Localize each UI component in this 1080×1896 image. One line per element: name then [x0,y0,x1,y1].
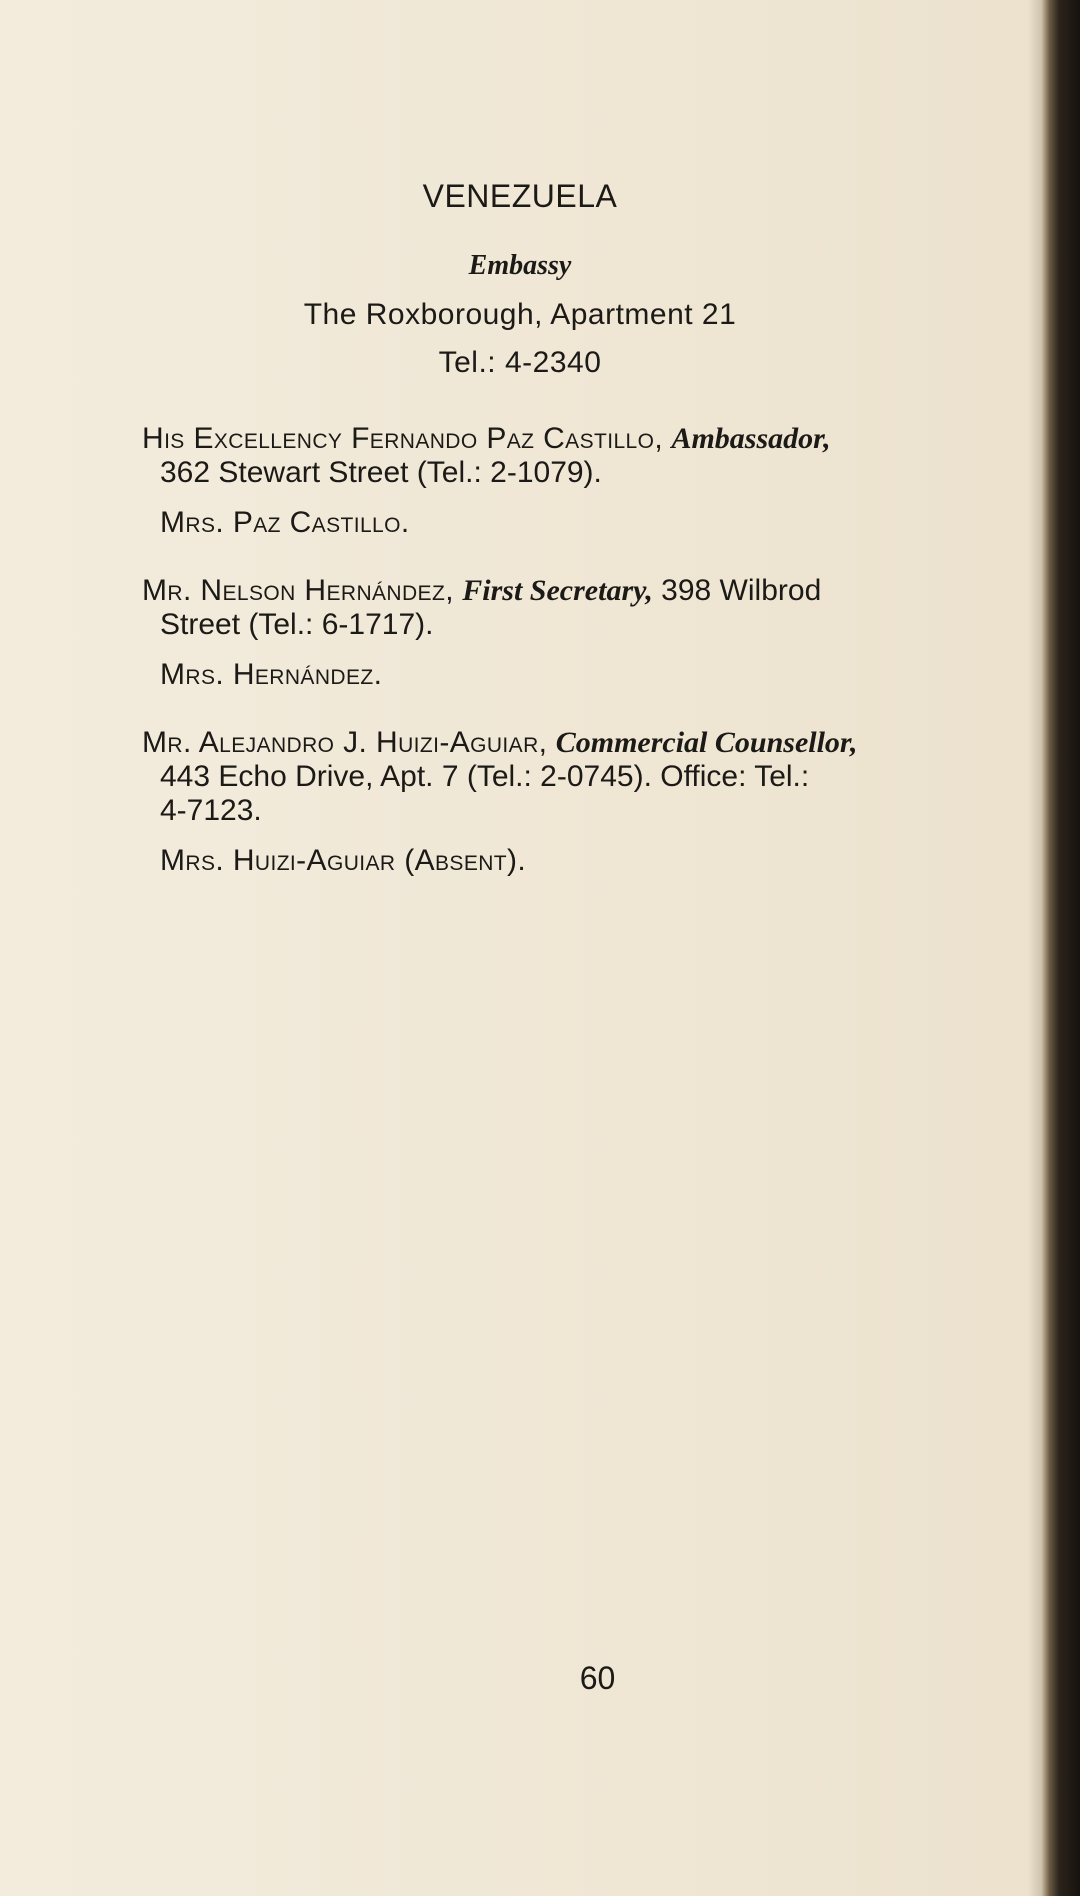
binding-shadow [1028,0,1042,1896]
staff-name: His Excellency Fernando Paz Castillo, [142,422,664,455]
country-heading: VENEZUELA [422,178,618,214]
staff-role: Ambassador, [671,422,831,455]
office-telephone: Tel.: 4-2340 [438,346,602,379]
staff-address: 362 Stewart Street (Tel.: 2-1079). [160,456,602,489]
staff-name: Mr. Nelson Hernández, [142,574,454,607]
spouse-name: Mrs. Paz Castillo. [160,506,410,539]
staff-address-start: 398 Wilbrod [661,574,822,607]
staff-entry [142,422,1022,540]
staff-office-phone: 4-7123. [160,794,262,827]
spouse-name: Mrs. Hernández. [160,658,383,691]
staff-name: Mr. Alejandro J. Huizi-Aguiar, [142,726,548,759]
staff-role: Commercial Counsellor, [555,726,858,759]
staff-entry [142,574,1022,692]
binding-edge [1042,0,1080,1896]
staff-entry [142,726,1022,878]
staff-address: Street (Tel.: 6-1717). [160,608,434,641]
page-number: 60 [579,1660,616,1696]
staff-address: 443 Echo Drive, Apt. 7 (Tel.: 2-0745). Office: Tel.: [160,760,810,793]
office-type: Embassy [468,250,572,281]
office-address: The Roxborough, Apartment 21 [303,298,737,331]
staff-list [142,422,1022,878]
spouse-name: Mrs. Huizi-Aguiar (Absent). [160,844,527,877]
staff-role: First Secretary, [462,574,653,607]
